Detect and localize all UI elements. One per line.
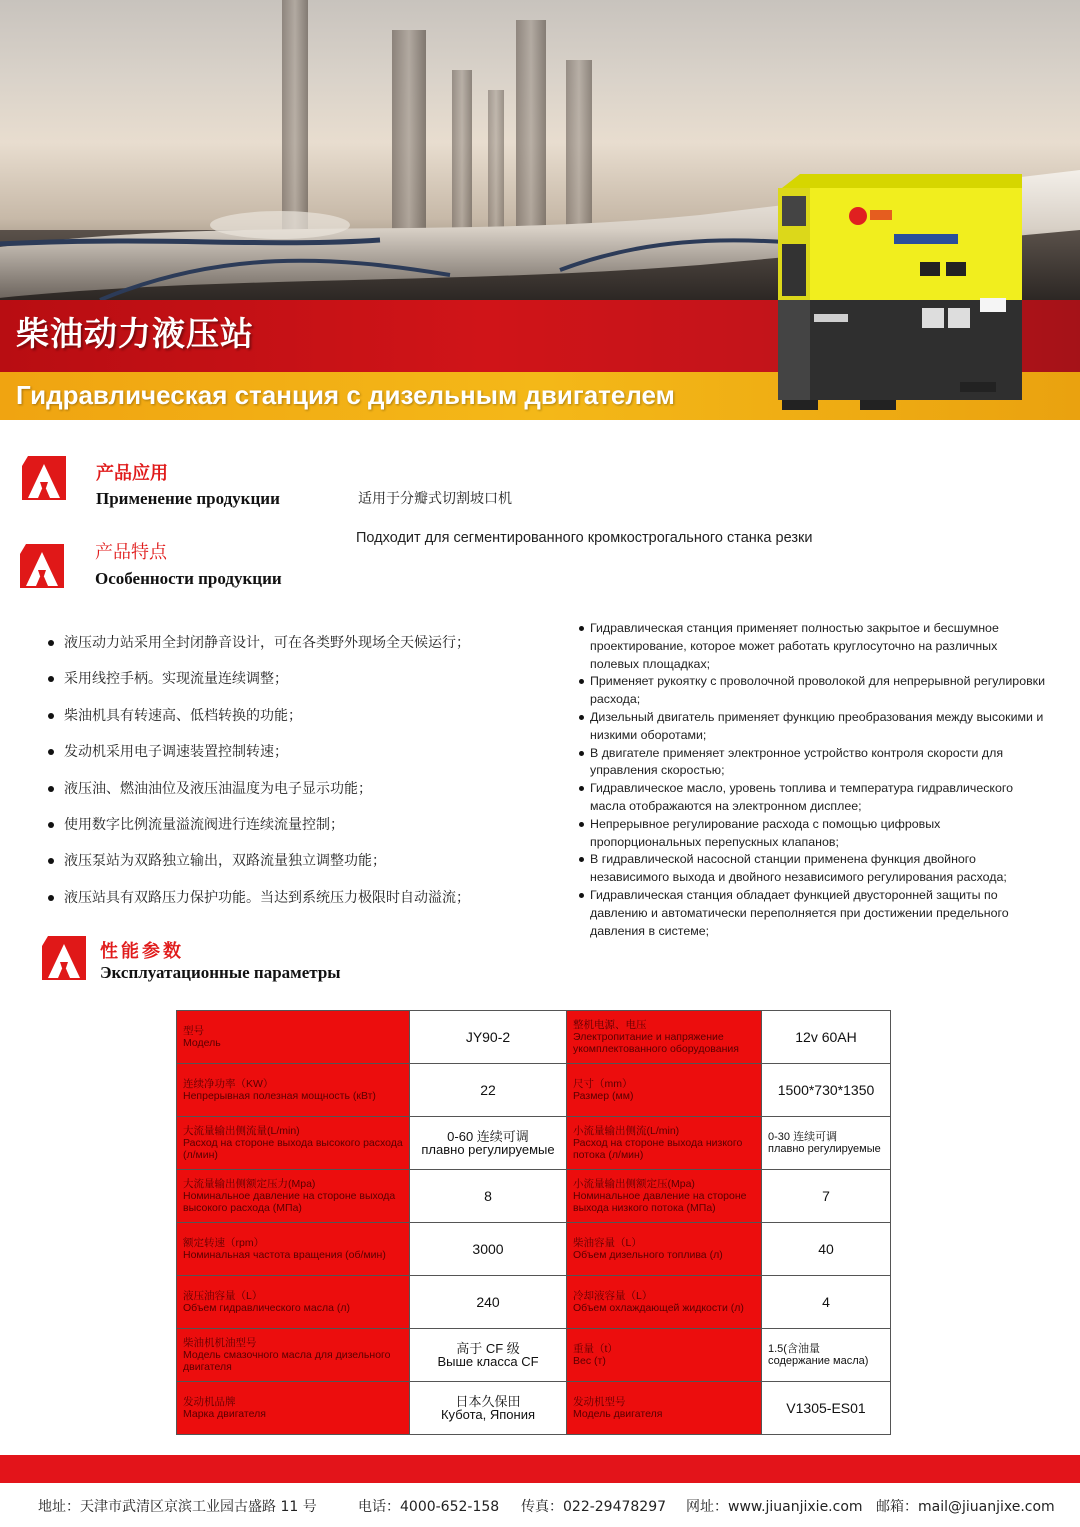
spec-label (567, 1064, 762, 1117)
spec-value: 日本久保田 Кубота, Япония (410, 1382, 567, 1435)
spec-label (567, 1223, 762, 1276)
spec-label (567, 1276, 762, 1329)
footer-phone: 电话：4000-652-158 (358, 1499, 500, 1515)
features-heading-cn: 产品特点 (95, 542, 167, 563)
feature-item-ru: Гидравлическая станция обладает функцией двусторонней защиты по давлению и автоматически переполняется при достижении предельного давления в системе; (578, 887, 1048, 940)
feature-item-ru: Гидравлическое масло, уровень топлива и температура гидравлического масла отображаются на электронном дисплее; (578, 780, 1048, 816)
footer-email[interactable]: 邮箱：mail@jiuanjixe.com (876, 1499, 1055, 1515)
feature-item-ru: Непрерывное регулирование расхода с помощью цифровых пропорциональных перепускных клапанов; (578, 816, 1048, 852)
spec-label-ru: Модель (183, 1037, 221, 1049)
application-heading-cn: 产品应用 (96, 463, 168, 484)
hydraulic-station-image (772, 168, 1032, 418)
feature-item-cn: 采用线控手柄。实现流量连续调整； (46, 666, 566, 702)
features-heading-ru: Особенности продукции (95, 569, 282, 588)
spec-label (177, 1011, 410, 1064)
spec-label (177, 1223, 410, 1276)
feature-item-ru: В двигателе применяет электронное устройство контроля скорости для управления скоростью; (578, 745, 1048, 781)
spec-label (177, 1170, 410, 1223)
spec-label-ru: Номинальное давление на стороне выхода низкого потока (МПа) (573, 1190, 747, 1214)
spec-label-ru: Непрерывная полезная мощность (кВт) (183, 1090, 376, 1102)
red-a-logo-icon (16, 540, 68, 592)
spec-row (177, 1276, 891, 1329)
red-a-logo-icon (18, 452, 70, 504)
hero-banner (0, 0, 1080, 420)
spec-value: 7 (762, 1170, 891, 1223)
spec-label-ru: Объем охлаждающей жидкости (л) (573, 1302, 744, 1314)
spec-label-cn: 冷却液容量（L） (573, 1290, 653, 1302)
spec-row (177, 1064, 891, 1117)
spec-row (177, 1223, 891, 1276)
spec-value: 高于 CF 级 Выше класса CF (410, 1329, 567, 1382)
spec-label-cn: 小流量输出侧流(L/min) (573, 1125, 680, 1137)
spec-label-cn: 额定转速（rpm） (183, 1237, 265, 1249)
spec-label-ru: Расход на стороне выхода высокого расхода (л/мин) (183, 1137, 403, 1161)
spec-value: 1500*730*1350 (762, 1064, 891, 1117)
spec-value: JY90-2 (410, 1011, 567, 1064)
spec-label-cn: 液压油容量（L） (183, 1290, 263, 1302)
feature-item-ru: Дизельный двигатель применяет функцию преобразования между высокими и низкими оборотами; (578, 709, 1048, 745)
spec-label-ru: Модель смазочного масла для дизельного двигателя (183, 1349, 391, 1373)
spec-value: 3000 (410, 1223, 567, 1276)
spec-label-cn: 尺寸（mm） (573, 1078, 633, 1090)
feature-item-cn: 使用数字比例流量溢流阀进行连续流量控制； (46, 812, 566, 848)
spec-label-ru: Объем гидравлического масла (л) (183, 1302, 350, 1314)
spec-label-cn: 发动机品牌 (183, 1396, 236, 1408)
spec-label-ru: Объем дизельного топлива (л) (573, 1249, 723, 1261)
spec-label-ru: Марка двигателя (183, 1408, 266, 1420)
spec-label-ru: Номинальная частота вращения (об/мин) (183, 1249, 386, 1261)
red-a-logo-icon (38, 932, 90, 984)
spec-label (177, 1276, 410, 1329)
footer-fax: 传真：022-29478297 (521, 1499, 667, 1515)
spec-value: 40 (762, 1223, 891, 1276)
features-list-cn (46, 630, 566, 921)
spec-value: 12v 60AH (762, 1011, 891, 1064)
spec-label (567, 1011, 762, 1064)
spec-table (176, 1010, 891, 1435)
spec-label (177, 1382, 410, 1435)
application-text-cn: 适用于分瓣式切割坡口机 (358, 491, 512, 507)
footer-red-bar (0, 1455, 1080, 1483)
spec-label (567, 1170, 762, 1223)
features-list-ru (578, 620, 1048, 940)
footer-address: 地址：天津市武清区京滨工业园古盛路 11 号 (38, 1499, 317, 1515)
feature-item-ru: В гидравлической насосной станции применена функция двойного независимого выхода и двойного независимого регулирования расхода; (578, 851, 1048, 887)
spec-label-cn: 柴油容量（L） (573, 1237, 642, 1249)
spec-label-ru: Размер (мм) (573, 1090, 634, 1102)
spec-value: 1.5(含油量 содержание масла) (762, 1329, 891, 1382)
spec-value: 22 (410, 1064, 567, 1117)
spec-row (177, 1170, 891, 1223)
spec-label (177, 1117, 410, 1170)
spec-label (567, 1117, 762, 1170)
spec-label-cn: 整机电源、电压 (573, 1019, 647, 1031)
application-heading-ru: Применение продукции (96, 489, 280, 508)
feature-item-ru: Применяет рукоятку с проволочной проволокой для непрерывной регулировки расхода; (578, 673, 1048, 709)
spec-value: 8 (410, 1170, 567, 1223)
spec-value: 240 (410, 1276, 567, 1329)
spec-label-cn: 大流量输出侧额定压力(Mpa) (183, 1178, 316, 1190)
spec-value: 0-30 连续可调 плавно регулируемые (762, 1117, 891, 1170)
spec-row (177, 1382, 891, 1435)
feature-item-cn: 柴油机具有转速高、低档转换的功能； (46, 703, 566, 739)
feature-item-ru: Гидравлическая станция применяет полностью закрытое и бесшумное проектирование, которое может работать круглосуточно на различных полевых площадках; (578, 620, 1048, 673)
spec-row (177, 1011, 891, 1064)
spec-label-cn: 大流量输出侧流量(L/min) (183, 1125, 300, 1137)
feature-item-cn: 液压泵站为双路独立输出，双路流量独立调整功能； (46, 848, 566, 884)
spec-label-cn: 连续净功率（KW） (183, 1078, 274, 1090)
spec-row (177, 1329, 891, 1382)
product-title-ru: Гидравлическая станция с дизельным двигателем (16, 380, 675, 410)
spec-row (177, 1117, 891, 1170)
spec-value: 4 (762, 1276, 891, 1329)
spec-label-cn: 型号 (183, 1025, 204, 1037)
spec-label-ru: Электропитание и напряжение укомплектованного оборудования (573, 1031, 739, 1055)
feature-item-cn: 液压动力站采用全封闭静音设计，可在各类野外现场全天候运行； (46, 630, 566, 666)
spec-label-ru: Расход на стороне выхода низкого потока (л/мин) (573, 1137, 743, 1161)
feature-item-cn: 发动机采用电子调速装置控制转速； (46, 739, 566, 775)
spec-label-cn: 重量（t） (573, 1343, 618, 1355)
spec-label-cn: 小流量输出侧额定压(Mpa) (573, 1178, 695, 1190)
feature-item-cn: 液压站具有双路压力保护功能。当达到系统压力极限时自动溢流； (46, 885, 566, 921)
params-heading-ru: Эксплуатационные параметры (100, 963, 341, 982)
spec-label (567, 1329, 762, 1382)
params-heading-cn: 性能参数 (100, 941, 184, 962)
feature-item-cn: 液压油、燃油油位及液压油温度为电子显示功能； (46, 776, 566, 812)
spec-value: V1305-ES01 (762, 1382, 891, 1435)
footer-website[interactable]: 网址：www.jiuanjixie.com (686, 1499, 863, 1515)
spec-label-ru: Вес (т) (573, 1355, 606, 1367)
spec-label (177, 1064, 410, 1117)
spec-label (567, 1382, 762, 1435)
spec-value: 0-60 连续可调 плавно регулируемые (410, 1117, 567, 1170)
spec-label-cn: 发动机型号 (573, 1396, 626, 1408)
application-text-ru: Подходит для сегментированного кромкострогального станка резки (356, 530, 813, 546)
spec-label-ru: Модель двигателя (573, 1408, 663, 1420)
spec-label-ru: Номинальное давление на стороне выхода высокого расхода (МПа) (183, 1190, 396, 1214)
spec-label-cn: 柴油机机油型号 (183, 1337, 257, 1349)
spec-label (177, 1329, 410, 1382)
product-title-cn: 柴油动力液压站 (16, 314, 254, 353)
